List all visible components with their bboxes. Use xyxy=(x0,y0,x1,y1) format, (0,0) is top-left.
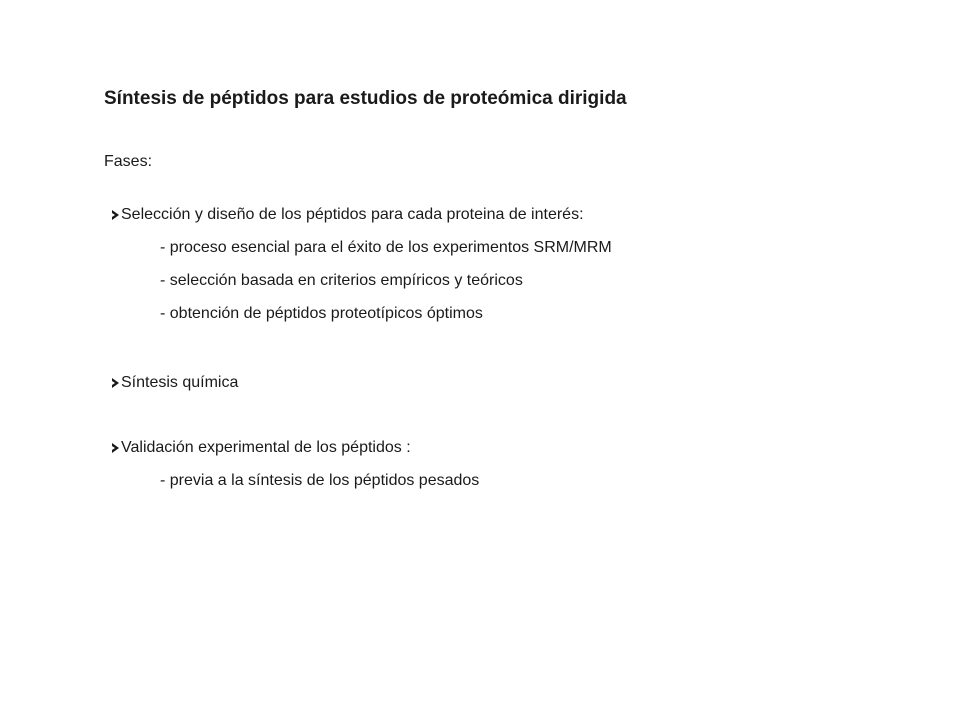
sub-item: - previa a la síntesis de los péptidos pesados xyxy=(160,472,480,489)
sub-item: - obtención de péptidos proteotípicos óptimos xyxy=(160,305,483,322)
fases-label: Fases: xyxy=(104,153,153,170)
arrow-bullet-icon xyxy=(112,443,119,453)
bullet-seleccion xyxy=(112,206,584,224)
sub-item: - proceso esencial para el éxito de los experimentos SRM/MRM xyxy=(160,239,612,256)
arrow-bullet-icon xyxy=(112,378,119,388)
bullet-label: Validación experimental de los péptidos : xyxy=(121,439,411,456)
sub-item: - selección basada en criterios empíricos y teóricos xyxy=(160,272,523,289)
slide-title: Síntesis de péptidos para estudios de proteómica dirigida xyxy=(104,88,627,109)
bullet-validacion xyxy=(112,439,411,457)
bullet-label: Selección y diseño de los péptidos para cada proteina de interés: xyxy=(121,206,584,223)
arrow-bullet-icon xyxy=(112,210,119,220)
bullet-label: Síntesis química xyxy=(121,374,239,391)
bullet-sintesis xyxy=(112,374,238,392)
